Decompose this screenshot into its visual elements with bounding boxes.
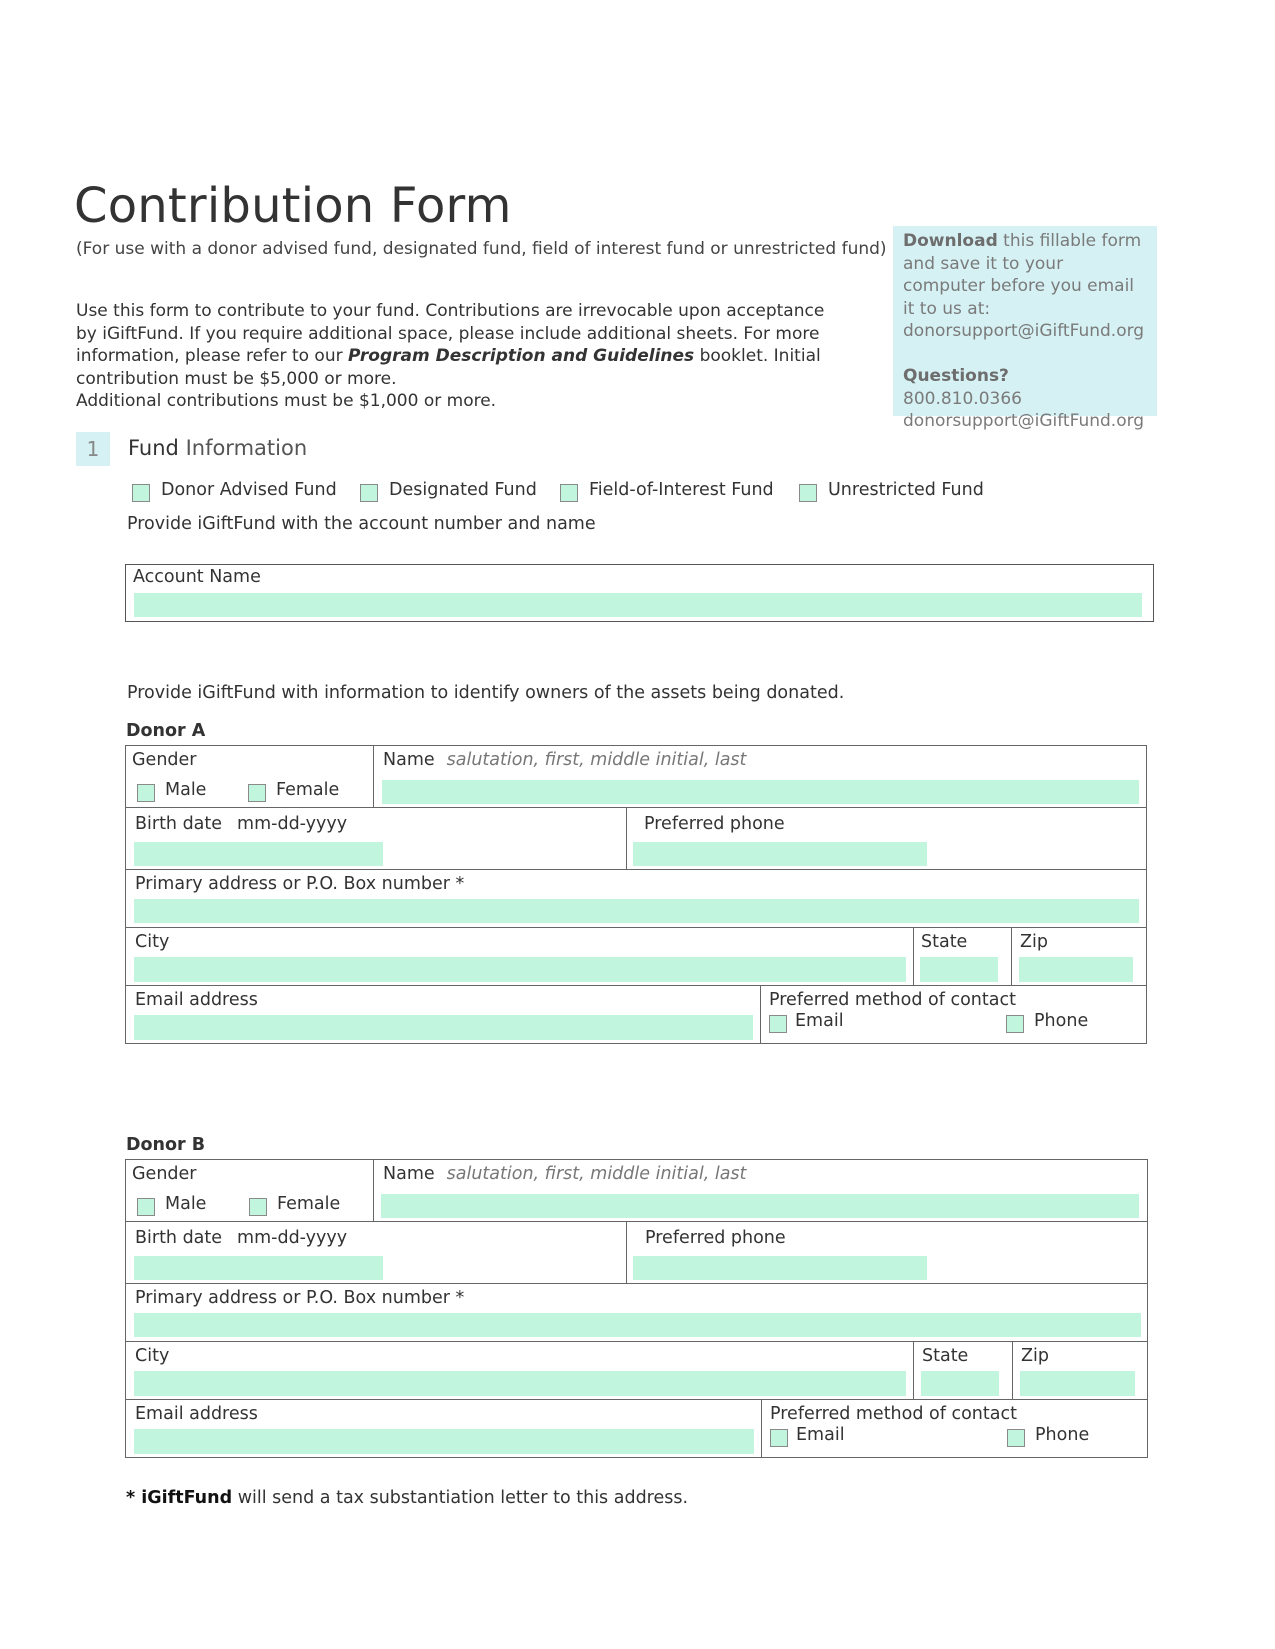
birth-date-hint: mm-dd-yyyy — [237, 1228, 348, 1248]
preferred-phone-label: Preferred phone — [645, 1228, 786, 1248]
intro-text-3: Additional contributions must be $1,000 or more. — [76, 391, 497, 411]
support-email-2[interactable]: donorsupport@iGiftFund.org — [903, 411, 1145, 431]
account-prompt: Provide iGiftFund with the account number and name — [127, 514, 596, 534]
contact-phone-option[interactable] — [1006, 1009, 1088, 1033]
intro-text-1: Use this form to contribute to your fund. Contributions are irrevocable upon acceptance by iGiftFund. If you require additional space, please include additional sheets. For more information, please refer to our — [76, 301, 825, 366]
fund-type-label: Donor Advised Fund — [161, 480, 337, 500]
name-label-text: Name — [383, 1164, 435, 1184]
male-label: Male — [165, 1194, 207, 1214]
birth-date-label-text: Birth date — [135, 814, 223, 834]
birth-date-hint: mm-dd-yyyy — [237, 814, 348, 834]
zip-input[interactable] — [1020, 1371, 1135, 1396]
download-text: this fillable form and save it to your computer before you email it to us at: — [903, 231, 1142, 319]
fund-type-label: Field-of-Interest Fund — [589, 480, 774, 500]
birth-date-input[interactable] — [134, 1256, 383, 1280]
intro-paragraph — [76, 300, 836, 413]
section-title-first: Fund — [128, 436, 179, 460]
email-label: Email address — [135, 1404, 258, 1424]
name-hint: salutation, first, middle initial, last — [446, 1164, 747, 1184]
contact-email-checkbox[interactable] — [770, 1429, 788, 1447]
female-checkbox[interactable] — [248, 784, 266, 802]
city-label: City — [135, 1346, 170, 1366]
gender-label: Gender — [132, 750, 197, 770]
contact-method-label: Preferred method of contact — [770, 1404, 1017, 1424]
support-phone: 800.810.0366 — [903, 388, 1022, 409]
address-label: Primary address or P.O. Box number * — [135, 874, 465, 894]
fund-type-checkbox[interactable] — [360, 484, 378, 502]
donor-a-table — [125, 745, 1147, 1044]
fund-type-checkbox[interactable] — [799, 484, 817, 502]
fund-type-unrestricted[interactable] — [799, 478, 984, 502]
gender-male-option[interactable] — [137, 1192, 206, 1216]
state-label: State — [921, 932, 968, 952]
name-hint: salutation, first, middle initial, last — [446, 750, 747, 770]
account-name-box — [125, 564, 1154, 622]
footnote — [126, 1488, 688, 1508]
name-input[interactable] — [381, 1194, 1139, 1218]
account-name-label: Account Name — [133, 567, 261, 587]
download-label: Download — [903, 231, 998, 251]
donor-b-label: Donor B — [126, 1135, 206, 1155]
name-input[interactable] — [382, 780, 1139, 804]
footnote-text: will send a tax substantiation letter to this address. — [232, 1488, 689, 1508]
state-label: State — [922, 1346, 969, 1366]
preferred-phone-label: Preferred phone — [644, 814, 785, 834]
contact-phone-checkbox[interactable] — [1006, 1015, 1024, 1033]
contact-phone-option[interactable] — [1007, 1423, 1089, 1447]
male-label: Male — [165, 780, 207, 800]
address-label: Primary address or P.O. Box number * — [135, 1288, 465, 1308]
fund-type-donor-advised[interactable] — [132, 478, 337, 502]
zip-input[interactable] — [1019, 957, 1133, 982]
contact-phone-label: Phone — [1035, 1425, 1090, 1445]
name-label-text: Name — [383, 750, 435, 770]
contact-phone-label: Phone — [1034, 1011, 1089, 1031]
page-subtitle: (For use with a donor advised fund, designated fund, field of interest fund or unrestricted fund) — [76, 239, 887, 259]
email-input[interactable] — [134, 1429, 754, 1454]
page-title: Contribution Form — [74, 178, 512, 234]
zip-label: Zip — [1021, 1346, 1049, 1366]
city-input[interactable] — [134, 957, 906, 982]
state-input[interactable] — [920, 957, 998, 982]
contact-phone-checkbox[interactable] — [1007, 1429, 1025, 1447]
contact-email-label: Email — [795, 1011, 844, 1031]
fund-type-label: Designated Fund — [389, 480, 537, 500]
female-checkbox[interactable] — [249, 1198, 267, 1216]
fund-type-field-of-interest[interactable] — [560, 478, 774, 502]
contact-method-label: Preferred method of contact — [769, 990, 1016, 1010]
fund-type-designated[interactable] — [360, 478, 537, 502]
birth-date-label-text: Birth date — [135, 1228, 223, 1248]
support-email-1[interactable]: donorsupport@iGiftFund.org — [903, 321, 1145, 341]
gender-label: Gender — [132, 1164, 197, 1184]
address-input[interactable] — [134, 1313, 1141, 1337]
name-label — [383, 1164, 746, 1184]
intro-text-2: booklet. Initial contribution must be $5,000 or more. — [76, 346, 821, 389]
contact-email-label: Email — [796, 1425, 845, 1445]
name-label — [383, 750, 746, 770]
donor-b-table — [125, 1159, 1148, 1458]
fund-type-label: Unrestricted Fund — [828, 480, 984, 500]
gender-male-option[interactable] — [137, 778, 206, 802]
city-label: City — [135, 932, 170, 952]
section-title — [128, 436, 307, 460]
female-label: Female — [277, 1194, 341, 1214]
state-input[interactable] — [921, 1371, 999, 1396]
city-input[interactable] — [134, 1371, 906, 1396]
contact-email-option[interactable] — [770, 1423, 845, 1447]
male-checkbox[interactable] — [137, 1198, 155, 1216]
email-label: Email address — [135, 990, 258, 1010]
account-name-input[interactable] — [134, 593, 1142, 617]
birth-date-label — [135, 1228, 347, 1248]
zip-label: Zip — [1020, 932, 1048, 952]
donor-a-label: Donor A — [126, 721, 206, 741]
owners-prompt: Provide iGiftFund with information to identify owners of the assets being donated. — [127, 683, 845, 703]
female-label: Female — [276, 780, 340, 800]
contact-email-checkbox[interactable] — [769, 1015, 787, 1033]
address-input[interactable] — [134, 899, 1139, 923]
fund-type-checkbox[interactable] — [132, 484, 150, 502]
section-title-second: Information — [178, 436, 308, 460]
birth-date-input[interactable] — [134, 842, 383, 866]
questions-label: Questions? — [903, 366, 1009, 386]
email-input[interactable] — [134, 1015, 753, 1040]
preferred-phone-input[interactable] — [633, 1256, 927, 1280]
fund-type-checkbox[interactable] — [560, 484, 578, 502]
gender-female-option[interactable] — [248, 778, 339, 802]
preferred-phone-input[interactable] — [633, 842, 927, 866]
info-box — [893, 226, 1157, 431]
birth-date-label — [135, 814, 347, 834]
male-checkbox[interactable] — [137, 784, 155, 802]
section-number: 1 — [76, 432, 110, 466]
gender-female-option[interactable] — [249, 1192, 340, 1216]
contact-email-option[interactable] — [769, 1009, 844, 1033]
booklet-title: Program Description and Guidelines — [347, 346, 695, 366]
footnote-mark: * iGiftFund — [126, 1488, 233, 1508]
